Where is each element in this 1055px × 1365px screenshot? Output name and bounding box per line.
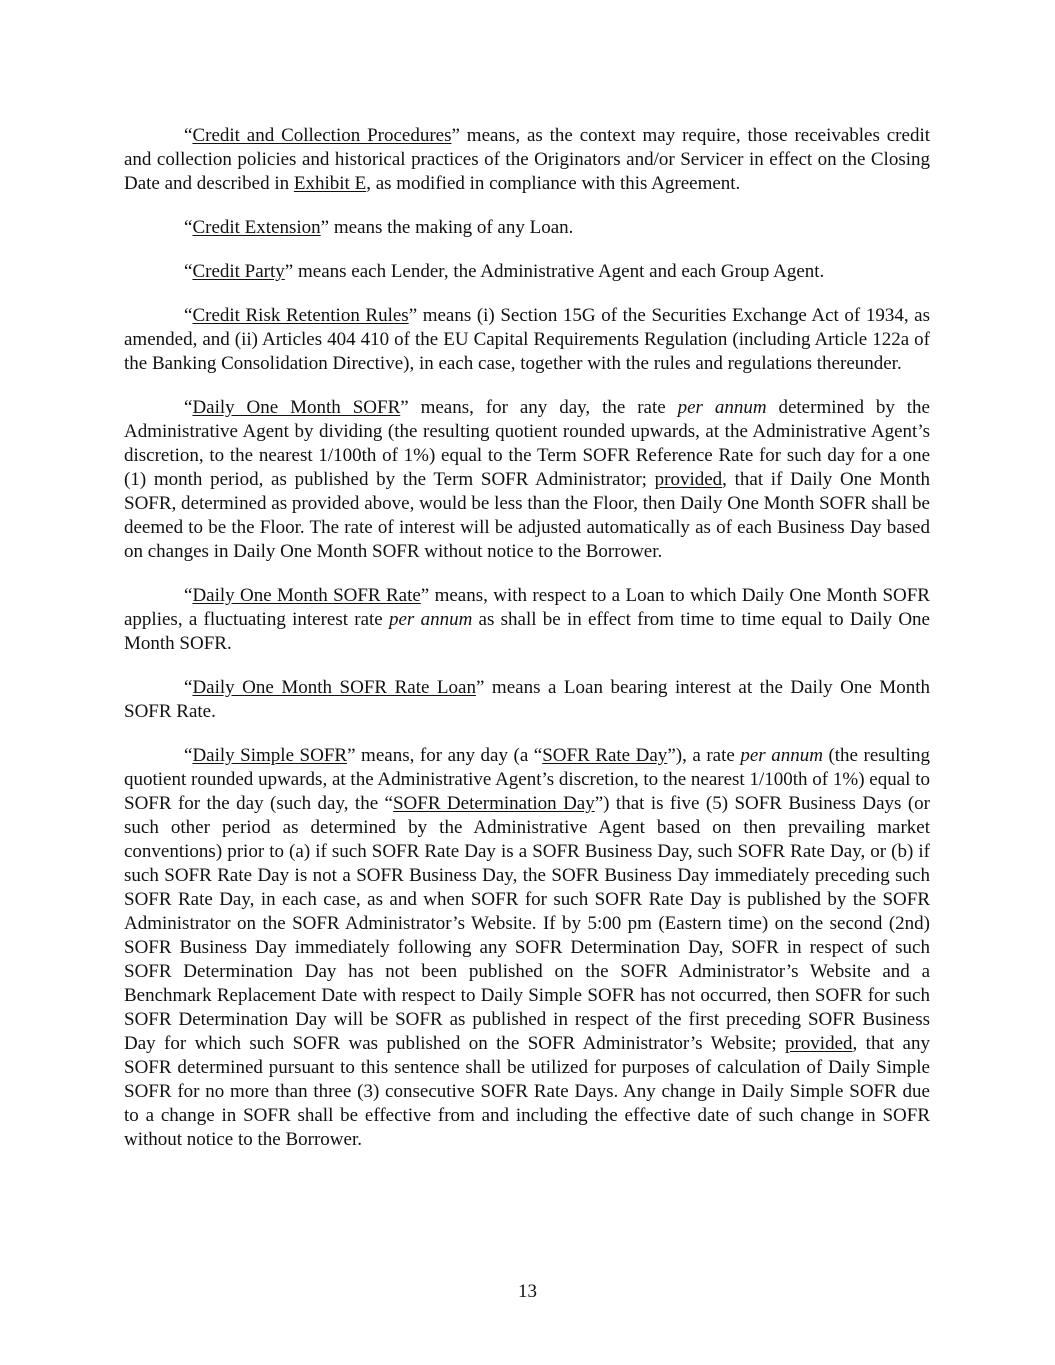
italic-term: per annum [740, 745, 823, 766]
definition-credit-and-collection-procedures [124, 124, 930, 196]
page-number: 13 [518, 1281, 537, 1302]
definition-text: ” means each Lender, the Administrative Agent and each Group Agent. [284, 261, 825, 282]
defined-term: Credit and Collection Procedures [192, 125, 452, 146]
definition-text: ” means, as the context may require, those receivables credit and collection policies and historical practices of the Originators and/or Servicer in effect on the Closing Date and described in [124, 125, 930, 194]
definition-text: ” means the making of any Loan. [320, 217, 574, 238]
defined-term-sofr-rate-day: SOFR Rate Day [542, 745, 668, 766]
definition-daily-simple-sofr [124, 744, 930, 1152]
open-quote: “ [184, 745, 193, 766]
provided-term: provided [654, 469, 723, 490]
defined-term: Daily Simple SOFR [192, 745, 348, 766]
defined-term: Daily One Month SOFR Rate [192, 585, 421, 606]
definition-text: determined by the Administrative Agent by dividing (the resulting quotient rounded upwards, at the Administrative Agent’s discretion, to the nearest 1/100th of 1%) equal to the Term SOFR Reference Rate for such day for a one (1) month period, as published by the Term SOFR Administrator; [124, 397, 930, 490]
open-quote: “ [184, 677, 193, 698]
open-quote: “ [184, 585, 193, 606]
definition-credit-party [124, 260, 930, 284]
document-page [124, 124, 930, 1172]
italic-term: per annum [677, 397, 767, 418]
definition-daily-one-month-sofr-rate [124, 584, 930, 656]
definition-text: ” means, with respect to a Loan to which Daily One Month SOFR applies, a fluctuating interest rate [124, 585, 930, 630]
provided-term: provided [784, 1033, 853, 1054]
definition-text: (the resulting quotient rounded upwards, at the Administrative Agent’s discretion, to the nearest 1/100th of 1%) equal to SOFR for the day (such day, the “ [124, 745, 931, 814]
open-quote: “ [184, 261, 193, 282]
defined-term-sofr-determination-day: SOFR Determination Day [392, 793, 595, 814]
open-quote: “ [184, 397, 193, 418]
defined-term: Credit Risk Retention Rules [192, 305, 409, 326]
definition-text: , as modified in compliance with this Agreement. [366, 173, 741, 194]
definition-daily-one-month-sofr [124, 396, 930, 564]
definition-credit-risk-retention-rules [124, 304, 930, 376]
defined-term: Credit Party [192, 261, 285, 282]
open-quote: “ [184, 305, 193, 326]
definition-text: ” means, for any day, the rate [400, 397, 678, 418]
open-quote: “ [184, 125, 193, 146]
definition-credit-extension [124, 216, 930, 240]
definition-text: ” means (i) Section 15G of the Securities Exchange Act of 1934, as amended, and (ii) Articles 404 410 of the EU Capital Requirements Regulation (including Article 122a of the Banking Consolidation Directive), in each case, together with the rules and regulations thereunder. [124, 305, 930, 374]
definition-text: ” means, for any day (a “ [347, 745, 543, 766]
definition-text: as shall be in effect from time to time equal to Daily One Month SOFR. [124, 609, 930, 654]
open-quote: “ [184, 217, 193, 238]
definition-text: ” means a Loan bearing interest at the Daily One Month SOFR Rate. [124, 677, 930, 722]
exhibit-reference: Exhibit E [293, 173, 367, 194]
italic-term: per annum [388, 609, 473, 630]
definition-daily-one-month-sofr-rate-loan [124, 676, 930, 724]
definition-text: ”), a rate [667, 745, 741, 766]
defined-term: Daily One Month SOFR Rate Loan [192, 677, 476, 698]
defined-term: Daily One Month SOFR [192, 397, 401, 418]
definition-text: , that if Daily One Month SOFR, determined as provided above, would be less than the Floor, then Daily One Month SOFR shall be deemed to be the Floor. The rate of interest will be adjusted automatically as of each Business Day based on changes in Daily One Month SOFR without notice to the Borrower. [124, 469, 930, 562]
definition-text: ”) that is five (5) SOFR Business Days (or such other period as determined by the Administrative Agent based on then prevailing market conventions) prior to (a) if such SOFR Rate Day is a SOFR Business Day, such SOFR Rate Day, or (b) if such SOFR Rate Day is not a SOFR Business Day, the SOFR Business Day immediately preceding such SOFR Rate Day, in each case, as and when SOFR for such SOFR Rate Day is published by the SOFR Administrator on the SOFR Administrator’s Website. If by 5:00 pm (Eastern time) on the second (2nd) SOFR Business Day immediately following any SOFR Determination Day, SOFR in respect of such SOFR Determination Day has not been published on the SOFR Administrator’s Website and a Benchmark Replacement Date with respect to Daily Simple SOFR has not occurred, then SOFR for such SOFR Determination Day will be SOFR as published in respect of the first preceding SOFR Business Day for which such SOFR was published on the SOFR Administrator’s Website; [124, 793, 930, 1054]
definition-text: , that any SOFR determined pursuant to this sentence shall be utilized for purposes of calculation of Daily Simple SOFR for no more than three (3) consecutive SOFR Rate Days. Any change in Daily Simple SOFR due to a change in SOFR shall be effective from and including the effective date of such change in SOFR without notice to the Borrower. [124, 1033, 930, 1150]
defined-term: Credit Extension [192, 217, 321, 238]
